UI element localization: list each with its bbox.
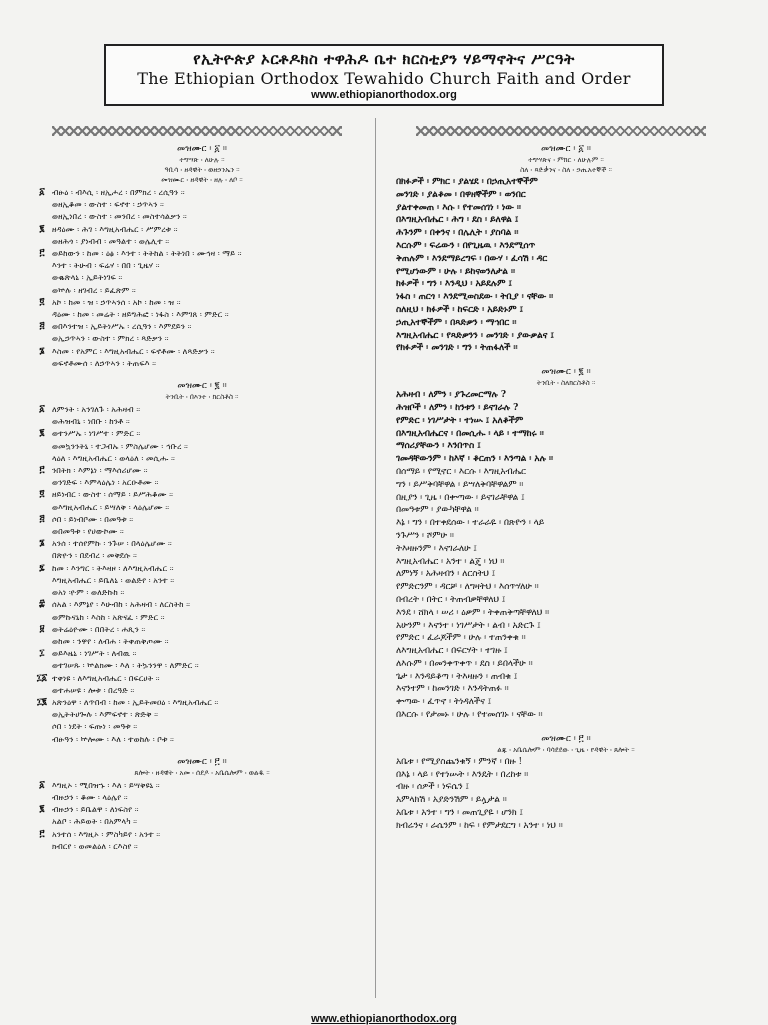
- verse-text: [396, 214, 718, 240]
- verse-number: ፭: [39, 321, 45, 332]
- verse-line: ነፋስ ፡ ጠርጎ ፡ እንደሚወስደው ፡ ትቢያ ፡ ናቸው ።: [396, 292, 554, 303]
- verse-line: ሰአል ፡ እምኔየ ፡ እሁብከ ፡ አሕዛብ ፡ ለርስትከ ።: [52, 599, 191, 610]
- verse-line: የምድር ፡ ነገሥታት ፡ ተነሡ ፤ አለቆችም: [396, 415, 524, 426]
- verse-text: [52, 779, 372, 803]
- verse-line: ሕጉንም ፡ በቀንና ፡ በሌሊት ፡ ያስባል ።: [396, 228, 519, 239]
- verse: [32, 623, 372, 647]
- verse-line: ወመኳንንትኒ ፡ ተጋብኡ ፡ ምስሌሆሙ ፡ ኅቡረ ።: [52, 440, 188, 451]
- verse: [32, 779, 372, 803]
- psalm-subtitle: መዝሙር ፡ ዘዳዊት ፡ ዘሉ ፡ ለቦ ።: [161, 176, 243, 184]
- verse: [32, 803, 372, 827]
- verse-number: ፰: [39, 599, 45, 610]
- verse-line: እግዚአብሔር ፡ የጻድቃንን ፡ መንገድ ፡ ያውቃልና ፤: [396, 330, 554, 341]
- verse-line: ወበመዓቱ ፡ የሀውኮሙ ።: [52, 526, 124, 537]
- verse-number: ፩: [39, 779, 45, 790]
- verse-line: በእርሱ ፡ የታመኑ ፡ ሁሉ ፡ የተመሰገኑ ፡ ናቸው ።: [396, 710, 543, 721]
- verse: [32, 427, 372, 464]
- verse-text: [52, 427, 372, 464]
- verse: [32, 296, 372, 320]
- verse-number: ፮: [39, 538, 45, 549]
- verse: [396, 568, 736, 594]
- verse-text: [52, 513, 372, 537]
- psalm-subtitle: ትንቢት ፡ በእንተ ፡ ክርስቶስ ።: [165, 393, 239, 402]
- psalm-heading: መዝሙር ፡ ፫ ።: [177, 756, 227, 767]
- verse: [32, 488, 372, 512]
- verse-line: ጌታ ፡ እንዳይቆጣ ፡ ትእዛዙን ፡ ጠብቁ ፤: [396, 671, 518, 682]
- verse: [32, 598, 372, 622]
- verse-number: ፯: [39, 562, 45, 573]
- verse-line: ወፍኖቶሙሰ ፡ ለኃጥኣን ፡ ትጠፍእ ።: [52, 357, 157, 368]
- psalm-subtitle: ልጁ ፡ አቤሴሎም ፡ ባሳደደው ፡ ጊዜ ፡ የዳዊት ፡ ጸሎት ።: [497, 745, 635, 754]
- verse-text: [396, 492, 718, 518]
- verse-line: በዚያን ፡ ጊዜ ፡ በቍጣው ፡ ይናገራቸዋል ፤: [396, 492, 525, 503]
- verse-line: ለምነኝ ፡ አሕዛብን ፡ ለርስትህ ፤: [396, 569, 496, 580]
- verse-text: [52, 488, 372, 512]
- psalm-subtitle: ተግሣጽ ፡ ለሁሉ ።: [179, 156, 225, 164]
- verse-text: [396, 807, 718, 833]
- verse-line: ክፉዎች ፡ ግን ፡ እንዲህ ፡ አይደሉም ፤: [396, 279, 513, 290]
- verse: [32, 537, 372, 561]
- verse-line: ትእዛዙንም ፡ እናገራለሁ ፤: [396, 543, 477, 554]
- verse-line: ወሕዝብኒ ፡ ነበቡ ፡ ከንቶ ።: [52, 416, 130, 427]
- verse-number: ፭: [39, 513, 45, 524]
- verse-line: ብዙኃን ፡ ይቤልዋ ፡ ለነፍስየ ።: [52, 804, 139, 815]
- verse-line: እንደ ፡ ሸክላ ፡ ሠሪ ፡ ዕቃም ፡ ትቀጠቅጣቸዋለህ ።: [396, 607, 550, 618]
- verse-line: ሕዝቦች ፡ ለምን ፡ ከንቱን ፡ ይናገራሉ ?: [396, 402, 519, 413]
- verse-text: [52, 598, 372, 622]
- verse: [32, 247, 372, 296]
- verse-line: አሁንም ፡ እናንተ ፡ ነገሥታት ፡ ልብ ፡ አድርጉ ፤: [396, 620, 541, 631]
- verse-line: ከመ ፡ እንግር ፡ ትእዛዞ ፡ ለእግዚአብሔር ።: [52, 562, 174, 573]
- verse-line: ወቈጽላኒ ፡ ኢይትነገፍ ።: [52, 272, 123, 283]
- verse-line: በእግዚአብሔር ፡ ሕግ ፡ ደስ ፡ ይለዋል ፤: [396, 215, 519, 226]
- verse-text: [396, 440, 718, 466]
- verse-line: ገመዳቸውንም ፡ ከእኛ ፡ ቆርጠን ፡ እንጣል ፡ አሉ ።: [396, 454, 554, 465]
- verse-line: በእኔ ፡ ላይ ፡ የተነሡት ፡ እንዴት ፡ በረከቱ ።: [396, 769, 529, 780]
- verse-line: በመዓቱም ፡ ያውካቸዋል ።: [396, 505, 479, 516]
- verse-line: ወኵሉ ፡ ዘገብረ ፡ ይፈጽም ።: [52, 284, 136, 295]
- verse-line: ዳዕሙ ፡ ከመ ፡ መሬት ፡ ዘይግሕፎ ፡ ነፋስ ፡ እምገጸ ፡ ምድር ።: [52, 309, 229, 320]
- verse: [396, 466, 736, 492]
- verse-line: ንበትክ ፡ እምኔነ ፡ ማእሰሪሆሙ ።: [52, 465, 148, 476]
- verse-line: ሶበ ፡ ነደት ፡ ፍጡነ ፡ መዓቱ ።: [52, 721, 138, 732]
- verse: [396, 278, 736, 304]
- verse-line: አቤቱ ፡ አንተ ፡ ግን ፡ መጠጊያዬ ፡ ሆንክ ፤: [396, 808, 524, 819]
- verse: [32, 513, 372, 537]
- verse-line: ለምንት ፡ አንገለጉ ፡ አሕዛብ ።: [52, 404, 141, 415]
- psalm-subtitle: ተግሣጽና ፡ ምክር ፡ ለሁሉም ።: [528, 156, 604, 164]
- verse-number: ፫: [39, 248, 45, 259]
- verse: [32, 403, 372, 427]
- verse-number: ፩: [39, 187, 45, 197]
- section-gap: [396, 722, 736, 728]
- verse-line: የምድር ፡ ፈራጆችም ፡ ሁሉ ፡ ተጠንቀቁ ።: [396, 633, 526, 644]
- verse-line: ብፁዓን ፡ ኵሎሙ ፡ እለ ፡ ተወከሉ ፡ ቦቱ ።: [52, 733, 174, 744]
- verse-number: ፫: [39, 465, 45, 476]
- verse: [396, 304, 736, 330]
- verse-line: ኃጢአተኞችም ፡ በጻድቃን ፡ ማኅበር ።: [396, 317, 517, 328]
- verse: [32, 186, 372, 223]
- verse-line: እግዚኦ ፡ ሚበዝኁ ፡ እለ ፡ ይሣቅዩኒ ።: [52, 779, 160, 790]
- verse: [396, 543, 736, 569]
- verse-line: ብዙ ፡ ሰዎች ፡ ነፍሴን ፤: [396, 782, 469, 793]
- verse-text: [396, 240, 718, 278]
- verse: [396, 671, 736, 722]
- verse-text: [52, 186, 372, 223]
- verse-line: እስመ ፡ የአምር ፡ እግዚአብሔር ፡ ፍኖቶሙ ፡ ለጻድቃን ።: [52, 345, 215, 356]
- verse-number: ፬: [39, 296, 45, 307]
- verse: [32, 320, 372, 344]
- verse-number: ፪: [39, 428, 45, 439]
- verse-text: [52, 247, 372, 296]
- verse-line: የሚሆነውም ፡ ሁሉ ፡ ይከናወንለታል ።: [396, 266, 516, 277]
- verse: [396, 807, 736, 833]
- verse: [32, 696, 372, 745]
- verse-line: አንተሰ ፡ እግዚኦ ፡ ምስካይየ ፡ አንተ ።: [52, 828, 161, 839]
- psalm-subtitle: ዓቢሳ ፡ ዘዳዊት ፡ ወዘኃንኤን ።: [164, 166, 240, 174]
- verse: [396, 645, 736, 671]
- section-gap: [32, 852, 372, 858]
- verse-line: አኮ ፡ ከመ ፡ ዝ ፡ ኃጥኣንሰ ፡ አኮ ፡ ከመ ፡ ዝ ።: [52, 296, 181, 307]
- verse-text: [52, 803, 372, 827]
- section-gap: [32, 745, 372, 751]
- verse: [396, 330, 736, 356]
- verse: [396, 517, 736, 543]
- verse-line: ወዘሕጎ ፡ ያነብብ ፡ መዓልተ ፡ ወሌሊተ ።: [52, 235, 170, 246]
- verse-number: ፲፪: [37, 696, 47, 707]
- verse-line: ያልተቀመጠ ፡ እሱ ፡ የተመሰገነ ፡ ነው ።: [396, 202, 521, 213]
- verse: [32, 562, 372, 599]
- verse-line: ወይከውን ፡ ከመ ፡ ዕፅ ፡ እንተ ፡ ትትከል ፡ ትትነበ ፡ ሙኅዛ ፡ ማይ ።: [52, 248, 242, 259]
- verse-line: አልቦ ፡ ሕይወት ፡ በአምላካ ።: [52, 816, 138, 827]
- psalm-heading: መዝሙር ፡ ፩ ።: [541, 144, 591, 154]
- verse-line: መንገድ ፡ ያልቆመ ፡ በዋዘኞችም ፡ ወንበር: [396, 189, 526, 200]
- verse-line: ብዙኃን ፡ ቆሙ ፡ ላዕሌየ ።: [52, 791, 128, 802]
- verse-line: በእግዚአብሔርና ፡ በመሲሑ ፡ ላይ ፡ ተማከሩ ።: [396, 428, 544, 439]
- psalm-heading: መዝሙር ፡ ፪ ።: [177, 381, 227, 392]
- psalm-subtitle: ትንቢት ፡ ስለክርስቶስ ።: [536, 379, 596, 388]
- verse-line: በብረት ፡ በትር ፡ ትጠብቃቸዋለህ ፤: [396, 594, 506, 605]
- verse-line: ላዕለ ፡ እግዚአብሔር ፡ ወላዕለ ፡ መሲሑ ።: [52, 452, 175, 463]
- verse-text: [396, 543, 718, 569]
- verse-text: [396, 330, 718, 356]
- verse-line: ወእግዚአብሔር ፡ ይሣለቅ ፡ ላዕሌሆሙ ።: [52, 501, 170, 512]
- verse-text: [52, 223, 372, 247]
- verse: [396, 781, 736, 807]
- verse-line: እኔ ፡ ግን ፡ በተቀደሰው ፡ ተራራዬ ፡ በጽዮን ፡ ላይ: [396, 518, 545, 529]
- verse-line: ተቀነዩ ፡ ለእግዚአብሔር ፡ በፍርሀት ።: [52, 672, 160, 683]
- verse-line: ለእሱም ፡ በመንቀጥቀጥ ፡ ደስ ፡ ይበላችሁ ።: [396, 658, 533, 669]
- verse-line: በሰማይ ፡ የሚኖር ፡ እርሱ ፡ እግዚአብሔር: [396, 466, 526, 477]
- verse-line: ወተንሥኡ ፡ ነገሥተ ፡ ምድር ።: [52, 428, 141, 439]
- verse: [396, 440, 736, 466]
- verse-text: [396, 568, 718, 594]
- ornament-divider: [416, 126, 706, 136]
- verse-text: [396, 594, 718, 620]
- verse: [396, 389, 736, 415]
- ornament-divider: [52, 126, 342, 136]
- verse-line: ወተሐሠዩ ፡ ሎቱ ፡ በረዓድ ።: [52, 684, 135, 695]
- verse-number: ፮: [39, 345, 45, 356]
- verse-line: ንጉሥን ፡ ሾምሁ ።: [396, 530, 454, 541]
- verse-text: [396, 517, 718, 543]
- psalm-subtitle: ጸሎት ፡ ዘዳዊት ፡ አመ ፡ ሰደዶ ፡ አቤሴሎም ፡ ወልዱ ።: [134, 768, 270, 777]
- verse-line: ለእግዚአብሔር ፡ በፍርሃት ፡ ተገዙ ፤: [396, 646, 508, 657]
- verse: [32, 672, 372, 696]
- verse-text: [52, 672, 372, 696]
- verse-line: በጽዮን ፡ በደብረ ፡ መቅደሱ ።: [52, 550, 137, 561]
- verse-line: ቍጣው ፡ ፈጥኖ ፡ ትነዳለችና ፤: [396, 697, 492, 708]
- verse-line: ስለዚህ ፡ ክፉዎች ፡ ከፍርድ ፡ አይድኑም ፤: [396, 304, 524, 315]
- header-title-english: The Ethiopian Orthodox Tewahido Church Faith and Order: [137, 69, 631, 88]
- verse-line: ሶበ ፡ ይነብቦሙ ፡ በመዓቱ ።: [52, 513, 134, 524]
- verse-text: [52, 623, 372, 647]
- verse-line: ዘዳዕሙ ፡ ሕገ ፡ እግዚአብሔር ፡ ሥምረቱ ።: [52, 223, 178, 234]
- verse-line: አሕዛብ ፡ ለምን ፡ ያጉረመርማሉ ?: [396, 390, 507, 401]
- verse-text: [396, 304, 718, 330]
- verse: [396, 415, 736, 441]
- verse-line: ወኢኃጥኣን ፡ ውስተ ፡ ምክረ ፡ ጻድቃን ።: [52, 333, 169, 344]
- verse-line: ቅጠሉም ፡ እንደማይረግፍ ፡ በውሃ ፡ ፈሳሽ ፡ ዳር: [396, 253, 548, 264]
- verse-line: ወኢትትሀጐሉ ፡ እምፍኖተ ፡ ጽድቅ ።: [52, 709, 159, 720]
- verse-number: ፩: [39, 404, 45, 415]
- verse-text: [52, 828, 372, 852]
- verse: [32, 647, 372, 671]
- verse-line: ወበእንተዝ ፡ ኢይትነሥኡ ፡ ረሲዓን ፡ እምደይን ።: [52, 321, 192, 332]
- verse: [396, 176, 736, 214]
- verse-text: [396, 466, 718, 492]
- verse-text: [52, 696, 372, 745]
- verse-line: አንሰ ፡ ተሰየምኩ ፡ ንጉሠ ፡ በላዕሌሆሙ ።: [52, 538, 172, 549]
- verse-line: ወተገሠጹ ፡ ኵልክሙ ፡ እለ ፡ ትኴንንዋ ፡ ለምድር ።: [52, 660, 199, 671]
- verse-line: ክብርየ ፡ ወመልዕለ ፡ ርእስየ ።: [52, 840, 138, 851]
- header-banner: [104, 44, 664, 106]
- verse-text: [396, 278, 718, 304]
- right-column-amharic: [396, 124, 736, 1004]
- verse-line: የክፉዎች ፡ መንገድ ፡ ግን ፡ ትጠፋለች ።: [396, 343, 518, 354]
- verse-number: ፲፩: [36, 672, 48, 683]
- verse-line: አቤቱ ፡ የሚያስጨንቁኝ ፡ ምንኛ ፡ በዙ !: [396, 756, 523, 767]
- left-column-geez: [32, 124, 372, 1004]
- verse-text: [52, 537, 372, 561]
- verse-number: ፫: [39, 828, 45, 839]
- verse-text: [52, 562, 372, 599]
- verse-text: [396, 415, 718, 441]
- verse: [32, 223, 372, 247]
- verse-line: ወዘኢቆመ ፡ ውስተ ፡ ፍኖተ ፡ ኃጥኣን ።: [52, 199, 164, 210]
- section-gap: [396, 833, 736, 839]
- verse-line: እንተ ፡ ትሁብ ፡ ፍሬሃ ፡ በበ ፡ ጊዜሃ ።: [52, 260, 160, 271]
- verse-number: ፲: [39, 648, 45, 659]
- verse-text: [52, 464, 372, 488]
- psalm-subtitle: ስለ ፡ ጻድቃንና ፡ ስለ ፡ ኃጢአተኞች ።: [520, 166, 612, 174]
- verse-text: [396, 176, 718, 214]
- verse-line: ወከመ ፡ ንዋየ ፡ ለብሐ ፡ ትቀጠቅጦሙ ።: [52, 635, 169, 646]
- psalm-heading: መዝሙር ፡ ፫ ።: [541, 733, 591, 744]
- verse-text: [52, 345, 372, 369]
- verse-text: [396, 671, 718, 722]
- verse-text: [396, 645, 718, 671]
- verse-line: ወትሬዕዮሙ ፡ በበትረ ፡ ሐጺን ።: [52, 623, 146, 634]
- verse-text: [396, 620, 718, 646]
- verse: [32, 345, 372, 369]
- verse-number: ፬: [39, 489, 45, 500]
- verse-line: በክፉዎች ፡ ምክር ፡ ያልሄደ ፡ በኃጢአተኞችም: [396, 177, 538, 187]
- verse-line: ወዘኢነበረ ፡ ውስተ ፡ መንበረ ፡ መስተሳልቃን ።: [52, 211, 187, 222]
- verse: [32, 828, 372, 852]
- verse: [396, 594, 736, 620]
- verse-line: እርሱም ፡ ፍሬውን ፡ በየጊዜዉ ፡ እንደሚሰጥ: [396, 240, 536, 251]
- verse-text: [52, 296, 372, 320]
- verse-line: እናንተም ፡ ከመንገድ ፡ እንዳትጠፉ ።: [396, 684, 509, 695]
- column-divider: [375, 118, 376, 998]
- footer-url[interactable]: www.ethiopianorthodox.org: [311, 1013, 457, 1025]
- verse-line: ግን ፡ ይሥቅባቸዋል ፡ ይሣለቅባቸዋልም ።: [396, 479, 524, 490]
- verse-text: [52, 647, 372, 671]
- verse-line: ዘይነብር ፡ ውስተ ፡ ሰማይ ፡ ይሥሕቆሙ ።: [52, 489, 174, 500]
- verse-line: ክብሬንና ፡ ራሴንም ፡ ከፍ ፡ የምታደርግ ፡ አንተ ፡ ነህ ።: [396, 820, 563, 831]
- header-title-amharic: የኢትዮጵያ ኦርቶዶክስ ተዋሕዶ ቤተ ክርስቲያን ሃይማኖትና ሥርዓት: [193, 50, 575, 68]
- verse-text: [396, 389, 718, 415]
- psalm-heading: መዝሙር ፡ ፪ ።: [541, 367, 591, 378]
- verse-number: ፪: [39, 804, 45, 815]
- verse-line: ማሰሪያቸውን ፡ እንበጥስ ፤: [396, 441, 481, 452]
- psalm-heading: መዝሙር ፡ ፩ ።: [177, 144, 227, 154]
- header-url[interactable]: www.ethiopianorthodox.org: [311, 89, 457, 101]
- verse: [396, 214, 736, 240]
- verse-line: ብፁዕ ፡ ብእሲ ፡ ዘኢሖረ ፡ በምክረ ፡ ረሲዓን ።: [52, 187, 185, 197]
- verse-line: አምላክሽ ፡ አያድንሽም ፡ ይሏታል ።: [396, 795, 507, 806]
- verse-line: ወንገድፍ ፡ እምላዕሌነ ፡ አርዑቶሙ ።: [52, 477, 159, 488]
- verse-text: [396, 756, 718, 782]
- verse-line: ወይእዜኒ ፡ ነገሥት ፡ ለብዉ ።: [52, 648, 137, 659]
- verse: [396, 620, 736, 646]
- verse-line: ወአነ ፡ዮም ፡ ወለድኩከ ።: [52, 587, 125, 598]
- section-gap: [32, 369, 372, 375]
- verse-number: ፪: [39, 223, 45, 234]
- verse-text: [52, 403, 372, 427]
- verse-number: ፱: [39, 623, 45, 634]
- verse-line: እግዚአብሔር ፡ ይቤለኒ ፡ ወልድየ ፡ አንተ ።: [52, 574, 175, 585]
- section-gap: [396, 355, 736, 361]
- verse-text: [396, 781, 718, 807]
- verse-line: እግዚአብሔር ፡ አንተ ፡ ልጄ ፡ ነህ ።: [396, 556, 505, 567]
- verse-text: [52, 320, 372, 344]
- verse-line: ወምኩናኒከ ፡ እስከ ፡ አጽናፈ ፡ ምድር ።: [52, 611, 165, 622]
- verse-line: የምድርንም ፡ ዳርቻ ፡ ለግዛትህ ፡ እሰጥሃለሁ ።: [396, 582, 539, 593]
- verse-line: አጽንዕዋ ፡ ለጥበብ ፡ ከመ ፡ ኢይትመዐዕ ፡ እግዚአብሔር ።: [52, 696, 219, 707]
- verse: [396, 240, 736, 278]
- verse: [32, 464, 372, 488]
- verse: [396, 756, 736, 782]
- verse: [396, 492, 736, 518]
